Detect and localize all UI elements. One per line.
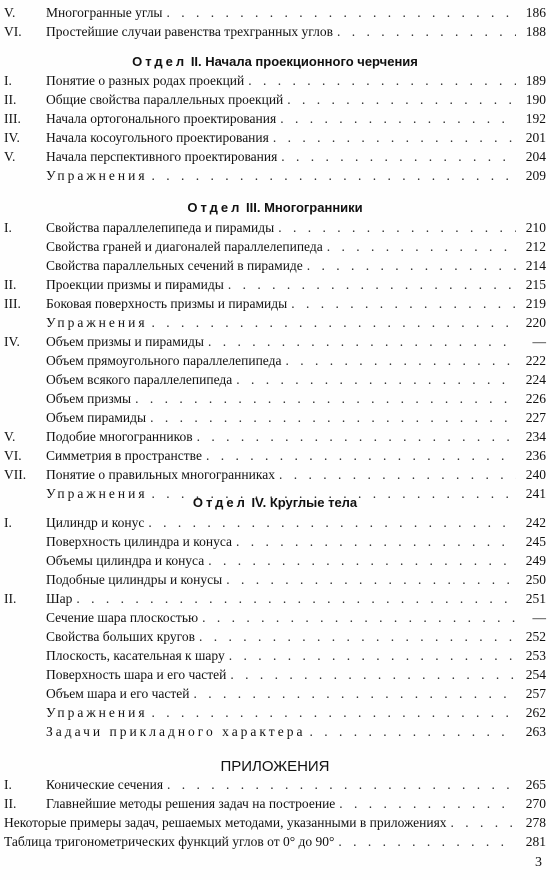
entry-page-number: 214 (525, 258, 546, 273)
entry-page-number: 190 (525, 92, 546, 107)
toc-entry[interactable] (4, 148, 546, 165)
toc-entry[interactable] (4, 590, 546, 607)
section-heading-title: IV. Круглые тела (251, 495, 358, 510)
toc-entry[interactable] (4, 428, 546, 445)
entry-page-number: 278 (525, 815, 546, 830)
entry-page-number: 224 (525, 372, 546, 387)
dot-leader (206, 448, 516, 464)
entry-page-number: 210 (525, 220, 546, 235)
entry-number: IV. (4, 334, 20, 349)
entry-title: Объем призмы (46, 391, 132, 406)
entry-page-number: 192 (525, 111, 546, 126)
entry-title: Сечение шара плоскостью (46, 610, 199, 625)
entry-number: VI. (4, 448, 22, 463)
entry-title: Свойства параллельных сечений в пирамиде (46, 258, 303, 273)
section-heading-prefix: Отдел (187, 200, 243, 215)
entry-title: Понятие о правильных многогранниках (46, 467, 275, 482)
toc-entry[interactable] (4, 666, 546, 683)
entry-page-number: 265 (525, 777, 546, 792)
toc-entry[interactable] (4, 219, 546, 236)
dot-leader (167, 777, 516, 793)
entry-page-number: 253 (525, 648, 546, 663)
entry-page-number: 281 (525, 834, 546, 849)
entry-title: Цилиндр и конус (46, 515, 145, 530)
page-number: 3 (535, 855, 542, 870)
entry-page-number: — (532, 610, 546, 625)
entry-title: Главнейшие методы решения задач на построение (46, 796, 336, 811)
entry-number: III. (4, 296, 21, 311)
entry-page-number: 234 (525, 429, 546, 444)
entry-page-number: 220 (525, 315, 546, 330)
entry-title: Объем всякого параллелепипеда (46, 372, 233, 387)
toc-entry[interactable] (4, 647, 546, 664)
entry-title: Простейшие случаи равенства трехгранных углов (46, 24, 334, 39)
toc-entry[interactable] (4, 776, 546, 793)
entry-title: Объем пирамиды (46, 410, 147, 425)
entry-page-number: 215 (525, 277, 546, 292)
entry-title: Конические сечения (46, 777, 164, 792)
toc-entry[interactable] (4, 466, 546, 483)
dot-leader (76, 591, 516, 607)
entry-title: Объем прямоугольного параллелепипеда (46, 353, 282, 368)
entry-title: Проекции призмы и пирамиды (46, 277, 224, 292)
dot-leader (135, 391, 516, 407)
entry-title: Поверхность шара и его частей (46, 667, 227, 682)
entry-title: Упражнения (46, 705, 148, 720)
entry-page-number: 245 (525, 534, 546, 549)
entry-page-number: 209 (525, 168, 546, 183)
dot-leader (208, 553, 516, 569)
entry-number: VII. (4, 467, 27, 482)
toc-entry[interactable] (4, 704, 546, 721)
toc-entry[interactable] (4, 91, 546, 108)
dot-leader (152, 168, 516, 184)
entry-title: Упражнения (46, 486, 148, 501)
dot-leader (307, 258, 516, 274)
entry-title: Задачи прикладного характера (46, 724, 306, 739)
entry-number: IV. (4, 130, 20, 145)
entry-page-number: 219 (525, 296, 546, 311)
dot-leader (339, 796, 516, 812)
toc-entry[interactable] (4, 72, 546, 89)
toc-entry[interactable] (4, 609, 546, 626)
dot-leader (226, 572, 516, 588)
entry-page-number: 240 (525, 467, 546, 482)
entry-page-number: 226 (525, 391, 546, 406)
entry-title: Начала перспективного проектирования (46, 149, 278, 164)
entry-title: Симметрия в пространстве (46, 448, 202, 463)
entry-number: V. (4, 429, 16, 444)
dot-leader (193, 686, 516, 702)
entry-title: Объемы цилиндра и конуса (46, 553, 205, 568)
dot-leader (287, 92, 516, 108)
entry-page-number: 241 (525, 486, 546, 501)
entry-number: II. (4, 277, 17, 292)
toc-entry[interactable] (4, 723, 546, 740)
toc-entry[interactable] (4, 833, 546, 850)
entry-number: I. (4, 73, 12, 88)
entry-title: Свойства больших кругов (46, 629, 196, 644)
entry-title: Подобие многогранников (46, 429, 193, 444)
entry-page-number: 257 (525, 686, 546, 701)
entry-number: V. (4, 149, 16, 164)
entry-page-number: 188 (525, 24, 546, 39)
entry-page-number: 227 (525, 410, 546, 425)
toc-entry[interactable] (4, 371, 546, 388)
toc-entry[interactable] (4, 628, 546, 645)
appendix-heading (0, 758, 550, 775)
dot-leader (248, 73, 516, 89)
toc-entry[interactable] (4, 23, 546, 40)
dot-leader (148, 515, 516, 531)
dot-leader (150, 410, 516, 426)
entry-number: I. (4, 220, 12, 235)
entry-title: Начала ортогонального проектирования (46, 111, 277, 126)
dot-leader (338, 834, 516, 850)
entry-page-number: 251 (525, 591, 546, 606)
section-heading (0, 495, 550, 510)
dot-leader (337, 24, 516, 40)
entry-page-number: 262 (525, 705, 546, 720)
entry-page-number: 250 (525, 572, 546, 587)
toc-entry[interactable] (4, 552, 546, 569)
entry-page-number: 242 (525, 515, 546, 530)
entry-title: Некоторые примеры задач, решаемых методами, указанными в приложениях (4, 815, 447, 830)
entry-number: I. (4, 515, 12, 530)
section-heading-prefix: Отдел (132, 54, 188, 69)
dot-leader (273, 130, 516, 146)
toc-entry[interactable] (4, 129, 546, 146)
toc-entry[interactable] (4, 110, 546, 127)
entry-title: Таблица тригонометрических функций углов от 0° до 90° (4, 834, 335, 849)
dot-leader (280, 111, 516, 127)
toc-entry[interactable] (4, 447, 546, 464)
dot-leader (202, 610, 516, 626)
dot-leader (208, 334, 516, 350)
entry-title: Упражнения (46, 168, 148, 183)
entry-number: II. (4, 796, 17, 811)
entry-number: III. (4, 111, 21, 126)
toc-entry[interactable] (4, 333, 546, 350)
dot-leader (228, 277, 516, 293)
dot-leader (327, 239, 516, 255)
dot-leader (279, 467, 516, 483)
dot-leader (236, 372, 516, 388)
entry-page-number: 204 (525, 149, 546, 164)
toc-entry[interactable] (4, 390, 546, 407)
dot-leader (281, 149, 516, 165)
entry-page-number: 212 (525, 239, 546, 254)
entry-title: Понятие о разных родах проекций (46, 73, 245, 88)
entry-page-number: 189 (525, 73, 546, 88)
entry-number: II. (4, 92, 17, 107)
dot-leader (451, 815, 516, 831)
entry-title: Объем шара и его частей (46, 686, 190, 701)
dot-leader (285, 353, 516, 369)
entry-title: Поверхность цилиндра и конуса (46, 534, 232, 549)
entry-title: Начала косоугольного проектирования (46, 130, 269, 145)
dot-leader (199, 629, 516, 645)
entry-title: Шар (46, 591, 73, 606)
toc-entry[interactable] (4, 4, 546, 21)
entry-page-number: 236 (525, 448, 546, 463)
toc-entry[interactable] (4, 257, 546, 274)
dot-leader (167, 5, 516, 21)
entry-page-number: 222 (525, 353, 546, 368)
entry-page-number: 254 (525, 667, 546, 682)
toc-entry[interactable] (4, 409, 546, 426)
toc-entry[interactable] (4, 352, 546, 369)
section-heading-title: II. Начала проекционного черчения (190, 54, 418, 69)
dot-leader (197, 429, 516, 445)
entry-page-number: 201 (525, 130, 546, 145)
entry-page-number: 252 (525, 629, 546, 644)
toc-entry[interactable] (4, 533, 546, 550)
entry-page-number: 186 (525, 5, 546, 20)
section-heading-prefix: Отдел (192, 495, 248, 510)
toc-entry[interactable] (4, 514, 546, 531)
entry-page-number: — (532, 334, 546, 349)
entry-title: Плоскость, касательная к шару (46, 648, 225, 663)
entry-title: Упражнения (46, 315, 148, 330)
dot-leader (229, 648, 516, 664)
section-heading (0, 200, 550, 215)
toc-entry[interactable] (4, 276, 546, 293)
entry-title: Боковая поверхность призмы и пирамиды (46, 296, 288, 311)
dot-leader (309, 724, 516, 740)
section-heading-title: III. Многогранники (246, 200, 363, 215)
toc-entry[interactable] (4, 238, 546, 255)
toc-entry[interactable] (4, 814, 546, 831)
entry-title: Многогранные углы (46, 5, 163, 20)
dot-leader (152, 705, 516, 721)
entry-title: Подобные цилиндры и конусы (46, 572, 223, 587)
entry-title: Свойства граней и диагоналей параллелепипеда (46, 239, 323, 254)
entry-page-number: 270 (525, 796, 546, 811)
entry-number: V. (4, 5, 16, 20)
dot-leader (278, 220, 516, 236)
section-heading-title: ПРИЛОЖЕНИЯ (220, 758, 330, 775)
toc-entry[interactable] (4, 795, 546, 812)
entry-page-number: 249 (525, 553, 546, 568)
dot-leader (230, 667, 516, 683)
dot-leader (236, 534, 516, 550)
entry-title: Общие свойства параллельных проекций (46, 92, 284, 107)
toc-entry[interactable] (4, 167, 546, 184)
dot-leader (152, 315, 516, 331)
entry-number: II. (4, 591, 17, 606)
toc-entry[interactable] (4, 314, 546, 331)
toc-entry[interactable] (4, 295, 546, 312)
toc-entry[interactable] (4, 571, 546, 588)
section-heading (0, 54, 550, 69)
entry-number: VI. (4, 24, 22, 39)
entry-page-number: 263 (525, 724, 546, 739)
toc-entry[interactable] (4, 685, 546, 702)
entry-title: Объем призмы и пирамиды (46, 334, 204, 349)
dot-leader (291, 296, 516, 312)
entry-title: Свойства параллелепипеда и пирамиды (46, 220, 275, 235)
entry-number: I. (4, 777, 12, 792)
